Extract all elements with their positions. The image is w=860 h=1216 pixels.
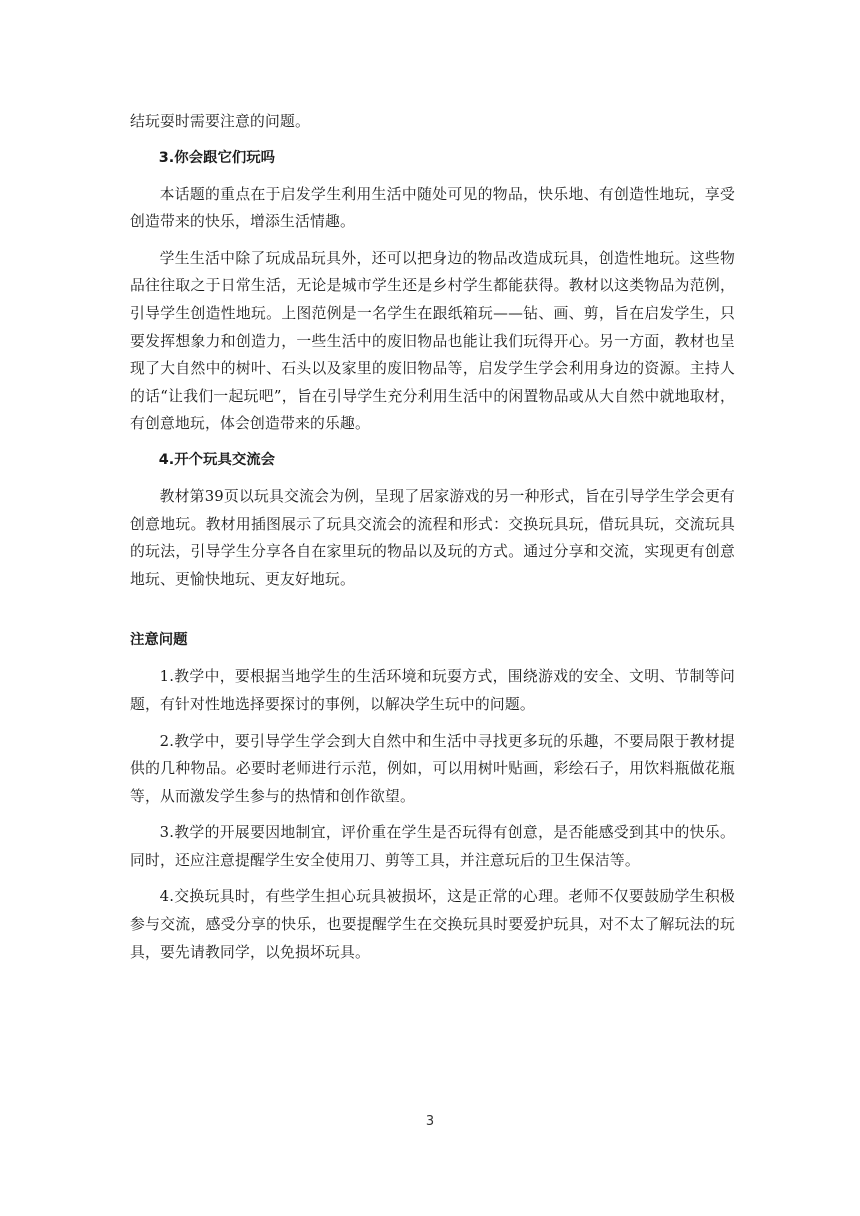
notes-heading: 注意问题 [130,632,188,649]
page-number: 3 [425,1114,435,1129]
notes-item-1: 1.教学中，要根据当地学生的生活环境和玩耍方式，围绕游戏的安全、文明、节制等问题，有针对性地选择要探讨的事例，以解决学生玩中的问题。 [130,668,735,713]
intro-fragment: 结玩耍时需要注意的问题。 [130,113,310,130]
section4-paragraph-1: 教材第39页以玩具交流会为例，呈现了居家游戏的另一种形式，旨在引导学生学会更有创意地玩。教材用插图展示了玩具交流会的流程和形式：交换玩具玩，借玩具玩，交流玩具的玩法，引导学生分享各自在家里玩的物品以及玩的方式。通过分享和交流，实现更有创意地玩、更愉快地玩、更友好地玩。 [130,487,735,588]
notes-item-2: 2.教学中，要引导学生学会到大自然中和生活中寻找更多玩的乐趣，不要局限于教材提供的几种物品。必要时老师进行示范，例如，可以用树叶贴画，彩绘石子，用饮料瓶做花瓶等，从而激发学生参与的热情和创作欲望。 [130,732,735,805]
notes-item-3: 3.教学的开展要因地制宜，评价重在学生是否玩得有创意，是否能感受到其中的快乐。同时，还应注意提醒学生安全使用刀、剪等工具，并注意玩后的卫生保洁等。 [130,824,735,869]
section3-paragraph-1: 本话题的重点在于启发学生利用生活中随处可见的物品，快乐地、有创造性地玩，享受创造带来的快乐，增添生活情趣。 [130,185,735,231]
section4-heading: 4.开个玩具交流会 [158,451,276,468]
page-content [130,108,735,975]
section3-heading: 3.你会跟它们玩吗 [158,149,276,166]
notes-item-4: 4.交换玩具时，有些学生担心玩具被损坏，这是正常的心理。老师不仅要鼓励学生积极参与交流，感受分享的快乐，也要提醒学生在交换玩具时要爱护玩具，对不太了解玩法的玩具，要先请教同学，以免损坏玩具。 [130,888,735,961]
section3-paragraph-2: 学生生活中除了玩成品玩具外，还可以把身边的物品改造成玩具，创造性地玩。这些物品往往取之于日常生活，无论是城市学生还是乡村学生都能获得。教材以这类物品为范例，引导学生创造性地玩。上图范例是一名学生在跟纸箱玩——钻、画、剪，旨在启发学生，只要发挥想象力和创造力，一些生活中的废旧物品也能让我们玩得开心。另一方面，教材也呈现了大自然中的树叶、石头以及家里的废旧物品等，启发学生学会利用身边的资源。主持人的话“让我们一起玩吧”，旨在引导学生充分利用生活中的闲置物品或从大自然中就地取材，有创意地玩，体会创造带来的乐趣。 [130,249,735,433]
